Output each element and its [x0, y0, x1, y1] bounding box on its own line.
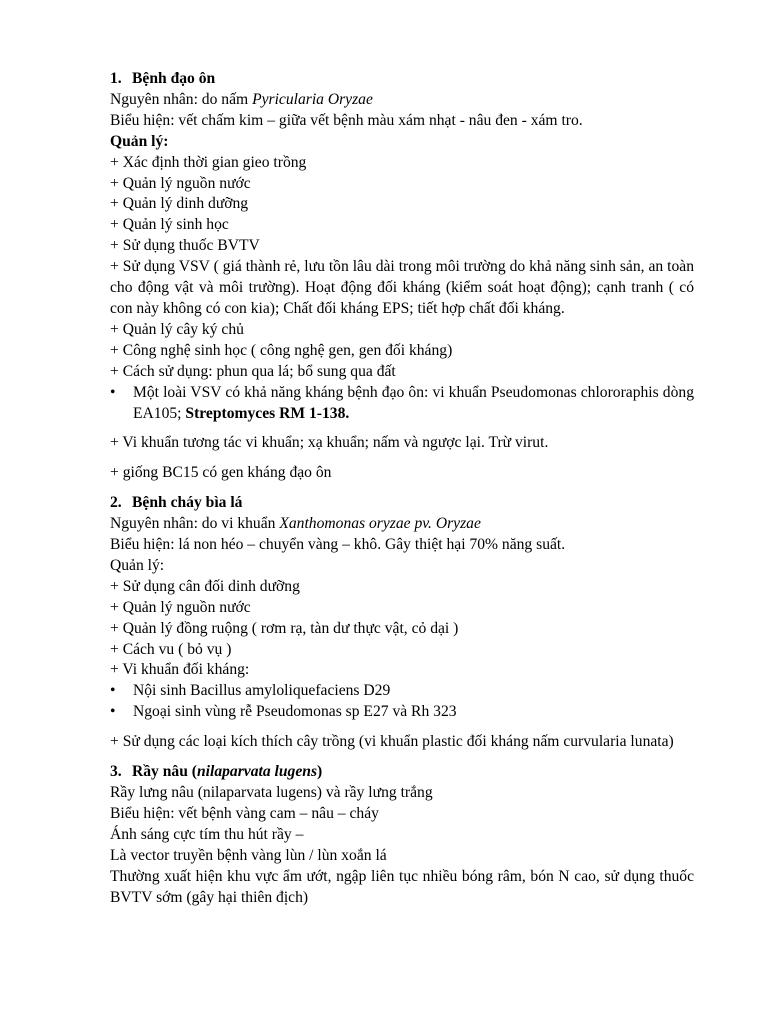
- cause-label: Nguyên nhân: do nấm: [110, 90, 253, 108]
- text-line: Ánh sáng cực tím thu hút rầy –: [110, 825, 304, 843]
- section-2-symptom: Biểu hiện: lá non héo – chuyển vàng – khô. Gây thiệt hại 70% năng suất.: [110, 536, 566, 554]
- section-3-title: Rầy nâu (: [132, 763, 197, 781]
- section-2-heading: [110, 493, 694, 514]
- bullet-text: Nội sinh Bacillus amyloliquefaciens D29: [133, 682, 391, 700]
- extra-note: + Vi khuẩn tương tác vi khuẩn; xạ khuẩn; nấm và ngược lại. Trừ virut.: [110, 434, 549, 452]
- vsv-paragraph: + Sử dụng VSV ( giá thành rẻ, lưu tồn lâu dài trong môi trường do khả năng sinh sản, an toàn cho động vật và môi trường). Hoạt động đối kháng (kiểm soát hoạt động); cạnh tranh ( có con này không có con kia); Chất đối kháng EPS; tiết hợp chất đối kháng.: [110, 258, 694, 317]
- text-line: Rầy lưng nâu (nilaparvata lugens) và rầy lưng trắng: [110, 784, 433, 801]
- bullet-text: Một loài VSV có khả năng kháng bệnh đạo ôn: vi khuẩn Pseudomonas chlororaphis dòng EA105;: [133, 383, 694, 422]
- text-line: Là vector truyền bệnh vàng lùn / lùn xoắn lá: [110, 846, 387, 864]
- text-line: Thường xuất hiện khu vực ẩm ướt, ngập liên tục nhiều bóng râm, bón N cao, sử dụng thuốc BVTV sớm (gây hại thiên địch): [110, 867, 694, 906]
- cause-label: Nguyên nhân: do vi khuẩn: [110, 515, 280, 533]
- extra-note: + Sử dụng các loại kích thích cây trồng (vi khuẩn plastic đối kháng nấm curvularia lunata): [110, 733, 674, 751]
- list-item: + Quản lý sinh học: [110, 216, 229, 234]
- list-item: + Cách sử dụng: phun qua lá; bổ sung qua đất: [110, 362, 396, 380]
- section-1-management-label: Quản lý:: [110, 132, 169, 150]
- bullet-bold-text: Streptomyces RM 1-138.: [185, 404, 350, 422]
- section-2-cause: [110, 514, 694, 535]
- section-3-title-suffix: ): [317, 763, 323, 781]
- list-item: + Quản lý cây ký chủ: [110, 320, 244, 338]
- section-1-title: Bệnh đạo ôn: [132, 70, 216, 87]
- list-item: + Cách vu ( bỏ vụ ): [110, 640, 232, 658]
- bullet-item: [110, 681, 694, 702]
- list-item: + Xác định thời gian gieo trồng: [110, 153, 307, 171]
- list-item: + Quản lý đồng ruộng ( rơm rạ, tàn dư thực vật, cỏ dại ): [110, 619, 459, 637]
- section-2-title: Bệnh cháy bìa lá: [132, 494, 243, 512]
- bullet-icon: •: [110, 703, 116, 721]
- bullet-item: [110, 383, 694, 425]
- bullet-icon: •: [110, 682, 116, 700]
- list-item: + Công nghệ sinh học ( công nghệ gen, gen đối kháng): [110, 341, 453, 359]
- section-1-number: 1.: [110, 70, 122, 87]
- section-2-management-label: Quản lý:: [110, 556, 165, 574]
- section-3-heading: [110, 762, 694, 783]
- pathogen-name: Xanthomonas oryzae pv. Oryzae: [279, 515, 481, 533]
- section-3-title-italic: nilaparvata lugens: [197, 763, 318, 781]
- section-1-cause: [110, 90, 694, 111]
- list-item: + Sử dụng thuốc BVTV: [110, 237, 260, 255]
- list-item: + Quản lý dinh dưỡng: [110, 195, 249, 213]
- bullet-icon: •: [110, 383, 116, 401]
- pathogen-name: Pyricularia Oryzae: [252, 90, 373, 108]
- section-3-number: 3.: [110, 763, 122, 781]
- section-1-heading: [110, 69, 694, 90]
- list-item: + Quản lý nguồn nước: [110, 598, 251, 616]
- text-line: Biểu hiện: vết bệnh vàng cam – nâu – cháy: [110, 804, 379, 822]
- list-item: + Vi khuẩn đối kháng:: [110, 661, 250, 679]
- section-1-symptom: Biểu hiện: vết chấm kim – giữa vết bệnh màu xám nhạt - nâu đen - xám tro.: [110, 111, 583, 129]
- document-page: [110, 69, 694, 908]
- extra-note: + giống BC15 có gen kháng đạo ôn: [110, 464, 332, 482]
- bullet-text: Ngoại sinh vùng rễ Pseudomonas sp E27 và Rh 323: [133, 703, 457, 721]
- list-item: + Quản lý nguồn nước: [110, 174, 251, 192]
- bullet-item: [110, 702, 694, 723]
- section-2-number: 2.: [110, 494, 122, 512]
- list-item: + Sử dụng cân đối dinh dưỡng: [110, 577, 300, 595]
